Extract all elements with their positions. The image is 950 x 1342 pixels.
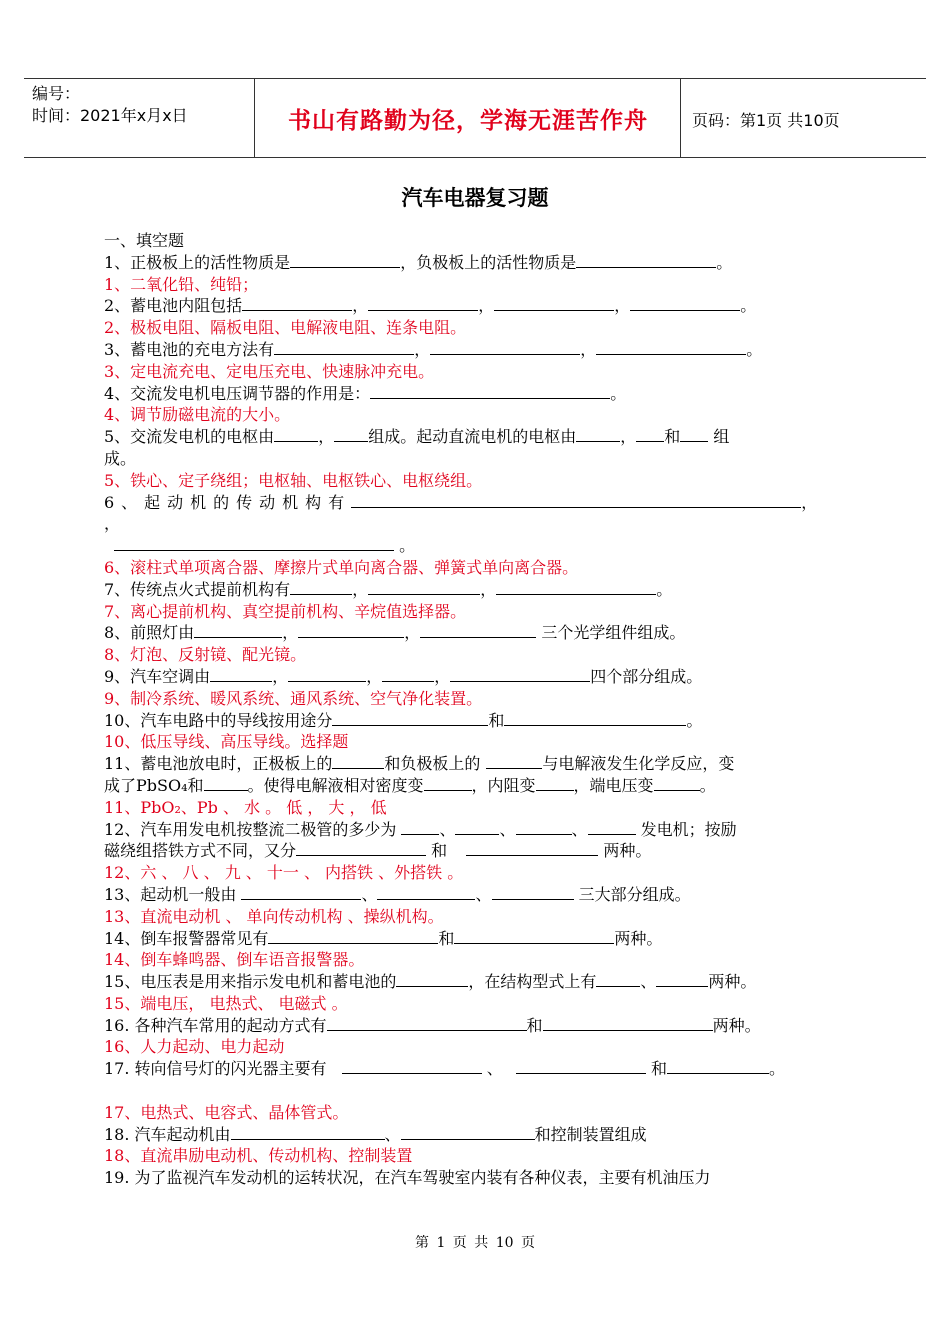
answer-8: 8、灯泡、反射镜、配光镜。 — [104, 645, 307, 665]
question-11-cont: 成了PbSO₄和 。使得电解液相对密度变 ，内阻变 ，端电压变 。 — [104, 775, 716, 795]
question-19: 19. 为了监视汽车发动机的运转状况，在汽车驾驶室内装有各种仪表，主要有机油压力 — [104, 1168, 711, 1188]
question-12: 12、汽车用发电机按整流二极管的多少为 、 、 、 发电机；按励 — [104, 819, 737, 839]
header-page-info: 页码：第1页 共10页 — [692, 111, 840, 130]
answer-15: 15、端电压， 电热式、 电磁式 。 — [104, 993, 348, 1013]
question-17: 17. 转向信号灯的闪光器主要有 、 和 。 — [104, 1059, 785, 1079]
question-5-cont: 成。 — [104, 448, 137, 468]
spacer — [104, 1080, 850, 1102]
answer-11: 11、PbO₂、Pb 、 水 。 低 ， 大 ， 低 — [104, 797, 387, 817]
question-5: 5、交流发电机的电枢由 ， 组成。起动直流电机的电枢由 ， 和 组 — [104, 427, 730, 447]
answer-2: 2、极板电阻、隔板电阻、电解液电阻、连条电阻。 — [104, 318, 467, 338]
question-13: 13、起动机一般由 、 、 三大部分组成。 — [104, 884, 691, 904]
answer-16: 16、人力起动、电力起动 — [104, 1037, 285, 1057]
answer-7: 7、离心提前机构、真空提前机构、辛烷值选择器。 — [104, 601, 467, 621]
page-footer: 第 1 页 共 10 页 — [415, 1235, 535, 1251]
question-6-end: 。 — [104, 535, 850, 557]
page-header — [24, 78, 926, 158]
answer-1: 1、二氧化铅、纯铅； — [104, 274, 259, 294]
question-6-cont: ， — [104, 514, 121, 534]
question-4: 4、交流发电机电压调节器的作用是： 。 — [104, 383, 627, 403]
question-7: 7、传统点火式提前机构有 ， ， 。 — [104, 579, 673, 599]
answer-18: 18、直流串励电动机、传动机构、控制装置 — [104, 1146, 413, 1166]
question-15: 15、电压表是用来指示发电机和蓄电池的 ，在结构型式上有 、 两种。 — [104, 972, 757, 992]
question-10: 10、汽车电路中的导线按用途分 和 。 — [104, 710, 703, 730]
answer-14: 14、倒车蜂鸣器、倒车语音报警器。 — [104, 950, 365, 970]
document-title: 汽车电器复习题 — [401, 186, 549, 210]
question-14: 14、倒车报警器常见有 和 两种。 — [104, 928, 663, 948]
question-12-cont: 磁绕组搭铁方式不同，又分 和 两种。 — [104, 841, 652, 861]
question-16: 16. 各种汽车常用的起动方式有 和 两种。 — [104, 1015, 761, 1035]
answer-4: 4、调节励磁电流的大小。 — [104, 405, 291, 425]
question-1: 1、正极板上的活性物质是 ，负极板上的活性物质是 。 — [104, 252, 733, 272]
question-list — [104, 230, 850, 1189]
number-label: 编号： — [32, 84, 81, 103]
question-2: 2、蓄电池内阻包括 ， ， ， 。 — [104, 296, 757, 316]
answer-5: 5、铁心、定子绕组；电枢轴、电枢铁心、电枢绕组。 — [104, 470, 483, 490]
answer-17: 17、电热式、电容式、晶体管式。 — [104, 1102, 349, 1122]
header-motto: 书山有路勤为径，学海无涯苦作舟 — [288, 107, 648, 134]
answer-9: 9、制冷系统、暖风系统、通风系统、空气净化装置。 — [104, 688, 483, 708]
question-6: 6、起动机的传动机构有 ， — [104, 492, 825, 512]
question-18: 18. 汽车起动机由 、 和控制装置组成 — [104, 1124, 647, 1144]
answer-12: 12、六 、 八 、 九 、 十一 、 内搭铁 、外搭铁 。 — [104, 863, 464, 883]
header-meta — [32, 83, 188, 127]
header-divider — [680, 79, 681, 157]
section-heading: 一、填空题 — [104, 231, 185, 250]
question-8: 8、前照灯由 ， ， 三个光学组件组成。 — [104, 623, 686, 643]
question-11: 11、蓄电池放电时，正极板上的 和负极板上的 与电解液发生化学反应，变 — [104, 754, 735, 774]
answer-10: 10、低压导线、高压导线。选择题 — [104, 732, 349, 752]
answer-6: 6、滚柱式单项离合器、摩擦片式单向离合器、弹簧式单向离合器。 — [104, 557, 579, 577]
question-3: 3、蓄电池的充电方法有 ， ， 。 — [104, 339, 763, 359]
date-label: 时间：2021年x月x日 — [32, 106, 188, 125]
header-divider — [254, 79, 255, 157]
question-9: 9、汽车空调由 ， ， ， 四个部分组成。 — [104, 666, 703, 686]
answer-3: 3、定电流充电、定电压充电、快速脉冲充电。 — [104, 361, 435, 381]
answer-13: 13、直流电动机 、 单向传动机构 、操纵机构。 — [104, 906, 444, 926]
